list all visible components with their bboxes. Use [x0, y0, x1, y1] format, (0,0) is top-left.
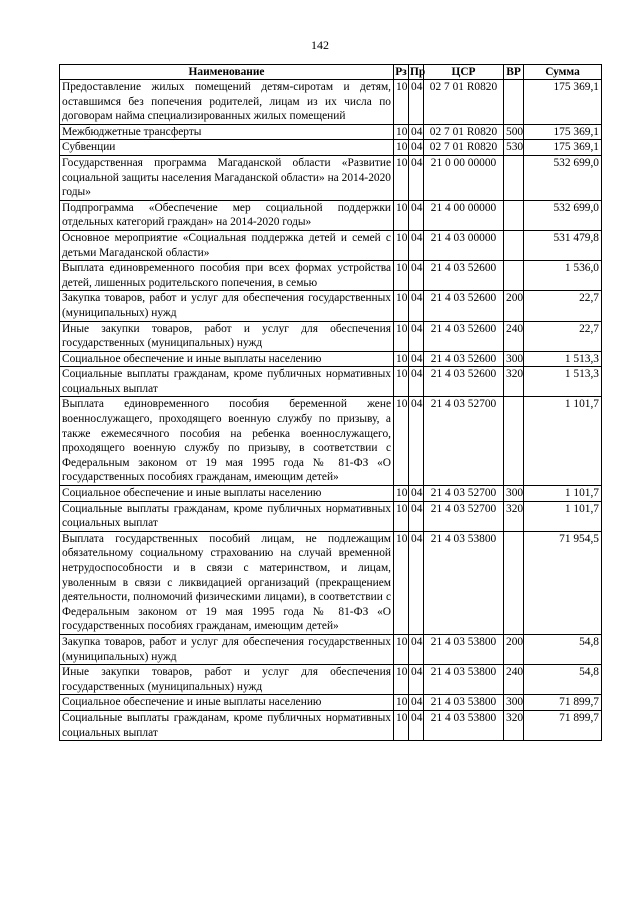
row-csr: 21 4 03 52600 [424, 367, 504, 397]
row-vr [504, 531, 524, 634]
row-vr: 200 [504, 291, 524, 321]
row-name: Закупка товаров, работ и услуг для обеспечения государственных (муниципальных) нужд [60, 634, 394, 664]
row-csr: 21 4 03 52700 [424, 501, 504, 531]
row-rz: 10 [394, 397, 409, 486]
row-vr: 530 [504, 140, 524, 156]
row-rz: 10 [394, 124, 409, 140]
row-csr: 02 7 01 R0820 [424, 140, 504, 156]
table-row [60, 230, 602, 260]
row-name: Подпрограмма «Обеспечение мер социальной поддержки отдельных категорий граждан» на 2014-2020 годы» [60, 200, 394, 230]
row-name: Социальное обеспечение и иные выплаты населению [60, 486, 394, 502]
row-name: Иные закупки товаров, работ и услуг для обеспечения государственных (муниципальных) нужд [60, 665, 394, 695]
header-csr: ЦСР [424, 65, 504, 80]
row-pr: 04 [409, 155, 424, 200]
row-sum: 71 899,7 [524, 695, 602, 711]
row-csr: 21 0 00 00000 [424, 155, 504, 200]
row-rz: 10 [394, 200, 409, 230]
table-header-row [60, 65, 602, 80]
row-sum: 54,8 [524, 665, 602, 695]
row-name: Социальное обеспечение и иные выплаты населению [60, 351, 394, 367]
row-rz: 10 [394, 695, 409, 711]
row-pr: 04 [409, 230, 424, 260]
row-rz: 10 [394, 80, 409, 125]
table-row [60, 351, 602, 367]
row-rz: 10 [394, 710, 409, 740]
row-pr: 04 [409, 351, 424, 367]
row-name: Социальные выплаты гражданам, кроме публичных нормативных социальных выплат [60, 501, 394, 531]
row-rz: 10 [394, 291, 409, 321]
header-pr: Пр [410, 66, 426, 78]
row-sum: 175 369,1 [524, 140, 602, 156]
row-pr: 04 [409, 200, 424, 230]
row-sum: 1 513,3 [524, 351, 602, 367]
row-vr [504, 80, 524, 125]
row-csr: 21 4 03 52600 [424, 261, 504, 291]
row-sum: 22,7 [524, 291, 602, 321]
table-row [60, 531, 602, 634]
row-vr: 200 [504, 634, 524, 664]
row-sum: 71 899,7 [524, 710, 602, 740]
row-vr [504, 200, 524, 230]
row-name: Основное мероприятие «Социальная поддержка детей и семей с детьми Магаданской области» [60, 230, 394, 260]
row-rz: 10 [394, 155, 409, 200]
row-sum: 1 101,7 [524, 486, 602, 502]
row-sum: 1 101,7 [524, 501, 602, 531]
row-pr: 04 [409, 486, 424, 502]
row-name: Иные закупки товаров, работ и услуг для обеспечения государственных (муниципальных) нужд [60, 321, 394, 351]
row-vr: 500 [504, 124, 524, 140]
row-vr [504, 155, 524, 200]
row-sum: 54,8 [524, 634, 602, 664]
row-sum: 531 479,8 [524, 230, 602, 260]
row-name: Выплата единовременного пособия беременной жене военнослужащего, проходящего военную службу по призыву, а также ежемесячного пособия на ребенка военнослужащего, проходящего военную службу по призыву, в соответствии с Федеральным законом от 19 мая 1995 года № 81-ФЗ «О государственных пособиях гражданам, имеющим детей» [60, 397, 394, 486]
row-vr: 320 [504, 367, 524, 397]
row-rz: 10 [394, 351, 409, 367]
row-pr: 04 [409, 695, 424, 711]
table-row [60, 291, 602, 321]
page-number: 142 [311, 38, 329, 52]
table-row [60, 665, 602, 695]
row-sum: 532 699,0 [524, 155, 602, 200]
row-pr: 04 [409, 665, 424, 695]
row-pr: 04 [409, 531, 424, 634]
table-row [60, 140, 602, 156]
row-vr: 320 [504, 710, 524, 740]
table-row [60, 367, 602, 397]
header-name: Наименование [60, 65, 394, 80]
row-vr [504, 230, 524, 260]
row-name: Государственная программа Магаданской области «Развитие социальной защиты населения Магаданской области» на 2014-2020 годы» [60, 155, 394, 200]
row-vr: 300 [504, 486, 524, 502]
row-name: Социальные выплаты гражданам, кроме публичных нормативных социальных выплат [60, 367, 394, 397]
row-vr: 240 [504, 321, 524, 351]
row-csr: 21 4 03 53800 [424, 531, 504, 634]
row-rz: 10 [394, 140, 409, 156]
table-row [60, 397, 602, 486]
table-row [60, 80, 602, 125]
row-pr: 04 [409, 321, 424, 351]
row-sum: 1 536,0 [524, 261, 602, 291]
row-csr: 21 4 03 53800 [424, 710, 504, 740]
row-rz: 10 [394, 501, 409, 531]
header-sum: Сумма [524, 65, 602, 80]
row-vr [504, 397, 524, 486]
row-csr: 21 4 03 53800 [424, 695, 504, 711]
row-csr: 21 4 03 52600 [424, 351, 504, 367]
budget-table [59, 64, 602, 741]
row-name: Социальное обеспечение и иные выплаты населению [60, 695, 394, 711]
row-sum: 175 369,1 [524, 80, 602, 125]
table-row [60, 155, 602, 200]
row-csr: 21 4 03 52700 [424, 486, 504, 502]
row-vr: 300 [504, 695, 524, 711]
row-pr: 04 [409, 397, 424, 486]
header-rz: Рз [395, 66, 407, 78]
row-sum: 1 101,7 [524, 397, 602, 486]
row-csr: 02 7 01 R0820 [424, 80, 504, 125]
row-name: Выплата государственных пособий лицам, не подлежащим обязательному социальному страхованию на случай временной нетрудоспособности и в связи с материнством, и лицам, уволенным в связи с ликвидацией организаций (прекращением деятельности, полномочий физическими лицами), в соответствии с Федеральным законом от 19 мая 1995 года № 81-ФЗ «О государственных пособиях гражданам, имеющим детей» [60, 531, 394, 634]
table-row [60, 200, 602, 230]
row-rz: 10 [394, 367, 409, 397]
row-name: Субвенции [60, 140, 394, 156]
row-pr: 04 [409, 710, 424, 740]
row-sum: 1 513,3 [524, 367, 602, 397]
row-pr: 04 [409, 80, 424, 125]
row-vr: 320 [504, 501, 524, 531]
row-pr: 04 [409, 140, 424, 156]
row-vr: 240 [504, 665, 524, 695]
row-rz: 10 [394, 321, 409, 351]
table-row [60, 634, 602, 664]
table-row [60, 124, 602, 140]
row-rz: 10 [394, 261, 409, 291]
row-name: Межбюджетные трансферты [60, 124, 394, 140]
table-row [60, 501, 602, 531]
row-sum: 22,7 [524, 321, 602, 351]
row-pr: 04 [409, 501, 424, 531]
row-sum: 71 954,5 [524, 531, 602, 634]
row-pr: 04 [409, 291, 424, 321]
row-csr: 21 4 00 00000 [424, 200, 504, 230]
table-row [60, 710, 602, 740]
row-sum: 532 699,0 [524, 200, 602, 230]
table-row [60, 321, 602, 351]
row-pr: 04 [409, 124, 424, 140]
header-vr: ВР [504, 65, 524, 80]
row-csr: 02 7 01 R0820 [424, 124, 504, 140]
row-rz: 10 [394, 665, 409, 695]
row-name: Предоставление жилых помещений детям-сиротам и детям, оставшимся без попечения родителей, лицам из их числа по договорам найма специализированных жилых помещений [60, 80, 394, 125]
row-csr: 21 4 03 52700 [424, 397, 504, 486]
row-rz: 10 [394, 634, 409, 664]
row-name: Закупка товаров, работ и услуг для обеспечения государственных (муниципальных) нужд [60, 291, 394, 321]
row-sum: 175 369,1 [524, 124, 602, 140]
table-row [60, 486, 602, 502]
row-vr [504, 261, 524, 291]
row-pr: 04 [409, 634, 424, 664]
row-rz: 10 [394, 486, 409, 502]
table-row [60, 261, 602, 291]
row-pr: 04 [409, 367, 424, 397]
row-csr: 21 4 03 00000 [424, 230, 504, 260]
row-csr: 21 4 03 52600 [424, 291, 504, 321]
row-name: Выплата единовременного пособия при всех формах устройства детей, лишенных родительского попечения, в семью [60, 261, 394, 291]
row-vr: 300 [504, 351, 524, 367]
row-csr: 21 4 03 53800 [424, 665, 504, 695]
row-csr: 21 4 03 53800 [424, 634, 504, 664]
row-rz: 10 [394, 531, 409, 634]
table-row [60, 695, 602, 711]
row-rz: 10 [394, 230, 409, 260]
row-csr: 21 4 03 52600 [424, 321, 504, 351]
row-pr: 04 [409, 261, 424, 291]
row-name: Социальные выплаты гражданам, кроме публичных нормативных социальных выплат [60, 710, 394, 740]
